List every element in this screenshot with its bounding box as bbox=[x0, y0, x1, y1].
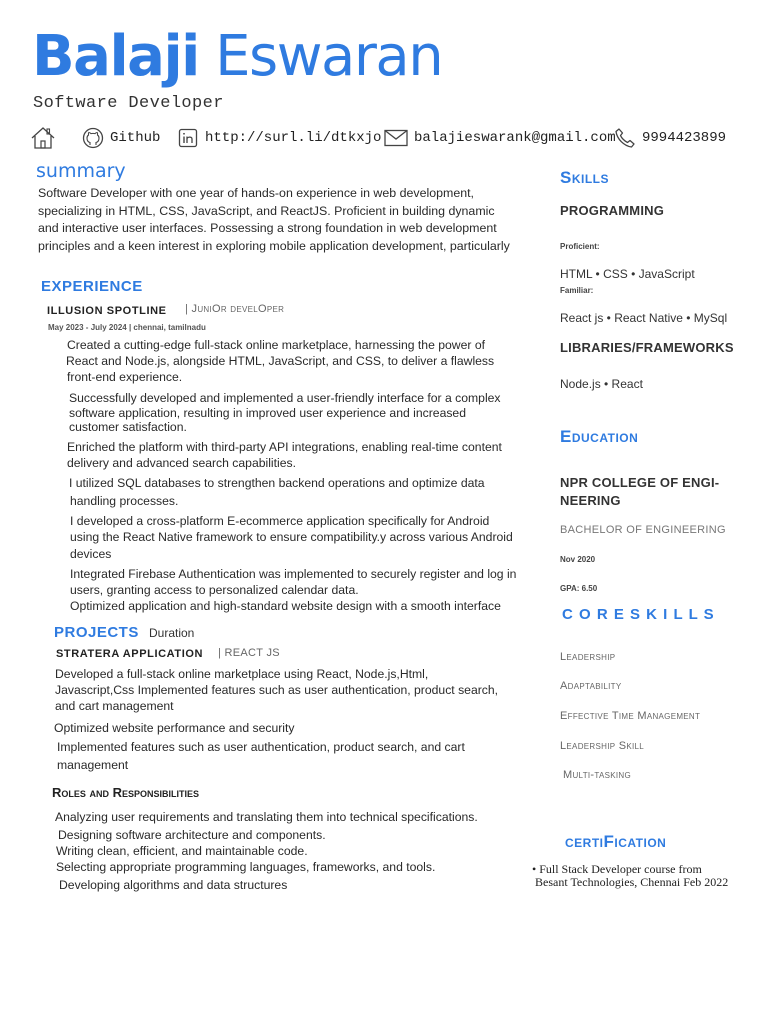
duration-label: Duration bbox=[149, 626, 195, 640]
bullet-line: Enriched the platform with third-party API integrations, enabling real-time content bbox=[67, 440, 502, 454]
proficient-skills: HTML • CSS • JavaScript bbox=[560, 267, 695, 281]
projects-heading: PROJECTS bbox=[54, 624, 139, 641]
roles-heading: Roles and Responsibilities bbox=[52, 785, 200, 800]
gpa: GPA: 6.50 bbox=[560, 584, 598, 593]
bullet-line: Created a cutting-edge full-stack online marketplace, harnessing the power of bbox=[67, 338, 485, 352]
bullet-line: handling processes. bbox=[70, 493, 179, 508]
bullet-line: I developed a cross-platform E-ecommerce application specifically for Android bbox=[70, 514, 490, 528]
core-skill-item: Leadership bbox=[560, 651, 616, 663]
certification-line: • Full Stack Developer course from bbox=[532, 862, 702, 876]
role-item: Selecting appropriate programming languages, frameworks, and tools. bbox=[56, 860, 436, 874]
bullet-line: React and Node.js, alongside HTML, JavaScript, and CSS, to deliver a flawless bbox=[66, 354, 495, 368]
bullet-line: front-end experience. bbox=[67, 370, 183, 384]
website-link[interactable]: http://surl.li/dtkxjo bbox=[205, 130, 382, 146]
summary-heading: summary bbox=[36, 160, 126, 182]
role-item: Developing algorithms and data structures bbox=[59, 878, 288, 892]
first-name: Balaji bbox=[32, 24, 199, 89]
core-skill-item: Multi-tasking bbox=[563, 769, 631, 781]
home-icon bbox=[30, 126, 56, 150]
github-icon bbox=[82, 127, 104, 149]
experience-bullet bbox=[69, 475, 529, 510]
project-line: Implemented features such as user authentication, product search, and cart bbox=[57, 740, 465, 754]
project-tag: | REACT JS bbox=[218, 647, 280, 659]
skills-heading: Skills bbox=[560, 168, 610, 187]
job-role-tag: | JuniOr develOper bbox=[185, 303, 285, 315]
summary-line: principles and a keen interest in exploring mobile application development, particularly bbox=[38, 238, 510, 253]
role-item: Designing software architecture and components. bbox=[58, 828, 326, 842]
job-title: Software Developer bbox=[33, 94, 224, 113]
coreskills-heading: C O R E S K I L L S bbox=[562, 606, 715, 623]
graduation-date: Nov 2020 bbox=[560, 555, 596, 564]
college-line: NEERING bbox=[560, 493, 621, 508]
email-link[interactable]: balajieswarank@gmail.com bbox=[414, 130, 616, 146]
bullet-line: I utilized SQL databases to strengthen backend operations and optimize data bbox=[69, 476, 485, 490]
programming-heading: PROGRAMMING bbox=[560, 203, 665, 218]
job-meta: May 2023 - July 2024 | chennai, tamilnadu bbox=[48, 323, 206, 332]
college-name bbox=[560, 474, 719, 510]
project-name: STRATERA APPLICATION bbox=[56, 648, 204, 660]
phone-icon bbox=[614, 127, 636, 149]
summary-line: and interactive user interfaces. Possessing a strong foundation in web development bbox=[38, 221, 497, 235]
education-heading: Education bbox=[560, 427, 639, 446]
project-line: Javascript,Css Implemented features such as user authentication, product search, bbox=[55, 683, 499, 697]
experience-bullet bbox=[69, 391, 529, 435]
contact-website[interactable] bbox=[178, 126, 381, 150]
familiar-skills: React js • React Native • MySql bbox=[560, 311, 728, 325]
certification-heading: certiFication bbox=[565, 832, 667, 851]
summary-line: Software Developer with one year of hands-on experience in web development, bbox=[38, 186, 474, 200]
core-skill-item: Effective Time Management bbox=[560, 710, 701, 722]
name-heading bbox=[32, 22, 442, 92]
libraries-heading: LIBRARIES/FRAMEWORKS bbox=[560, 340, 734, 355]
contact-github[interactable] bbox=[82, 126, 160, 150]
degree: BACHELOR OF ENGINEERING bbox=[560, 524, 726, 536]
core-skill-item: Adaptability bbox=[560, 680, 622, 692]
project-line: and cart management bbox=[55, 699, 174, 713]
role-item: Writing clean, efficient, and maintainable code. bbox=[56, 844, 308, 858]
bullet-line: customer satisfaction. bbox=[69, 420, 187, 434]
summary-line: specializing in HTML, CSS, JavaScript, and ReactJS. Proficient in building dynamic bbox=[38, 203, 495, 218]
college-line: NPR COLLEGE OF ENGI- bbox=[560, 475, 720, 490]
project-optimization: Optimized website performance and security bbox=[54, 721, 295, 735]
github-link[interactable]: Github bbox=[110, 130, 161, 146]
proficient-label: Proficient: bbox=[560, 242, 600, 251]
bullet-line: Optimized application and high-standard website design with a smooth interface bbox=[70, 599, 501, 613]
experience-bullet bbox=[70, 513, 530, 562]
core-skill-item: Leadership Skill bbox=[560, 740, 645, 752]
last-name: Eswaran bbox=[215, 24, 443, 89]
contact-home[interactable] bbox=[30, 126, 56, 150]
summary-text bbox=[38, 185, 518, 255]
linkedin-icon bbox=[178, 128, 198, 148]
experience-bullet bbox=[67, 439, 527, 471]
contact-phone[interactable] bbox=[614, 126, 726, 150]
experience-bullet bbox=[70, 566, 530, 614]
project-line: Developed a full-stack online marketplace using React, Node.js,Html, bbox=[55, 667, 429, 681]
role-item: Analyzing user requirements and translating them into technical specifications. bbox=[55, 810, 478, 824]
bullet-line: devices bbox=[70, 547, 112, 561]
project-line: management bbox=[57, 757, 129, 772]
bullet-line: delivery and advanced search capabilities. bbox=[67, 456, 296, 470]
phone-number[interactable]: 9994423899 bbox=[642, 130, 727, 146]
libraries-list: Node.js • React bbox=[560, 377, 643, 391]
certification-line: Besant Technologies, Chennai Feb 2022 bbox=[535, 875, 729, 889]
bullet-line: users, granting access to personalized calendar data. bbox=[70, 583, 359, 597]
project-features bbox=[57, 739, 517, 774]
experience-bullet bbox=[67, 337, 527, 385]
experience-heading: EXPERIENCE bbox=[41, 278, 143, 295]
bullet-line: Successfully developed and implemented a user-friendly interface for a complex bbox=[69, 391, 501, 405]
company-name: ILLUSION SPOTLINE bbox=[47, 305, 167, 317]
certification-text bbox=[532, 863, 728, 889]
mail-icon bbox=[384, 129, 408, 147]
familiar-label: Familiar: bbox=[560, 286, 594, 295]
project-description bbox=[55, 666, 515, 714]
contact-email[interactable] bbox=[384, 126, 616, 150]
bullet-line: using the React Native framework to ensure compatibility.y across various Android bbox=[70, 530, 513, 544]
bullet-line: Integrated Firebase Authentication was implemented to securely register and log in bbox=[70, 567, 517, 581]
bullet-line: software application, resulting in improved user experience and increased bbox=[69, 405, 466, 420]
